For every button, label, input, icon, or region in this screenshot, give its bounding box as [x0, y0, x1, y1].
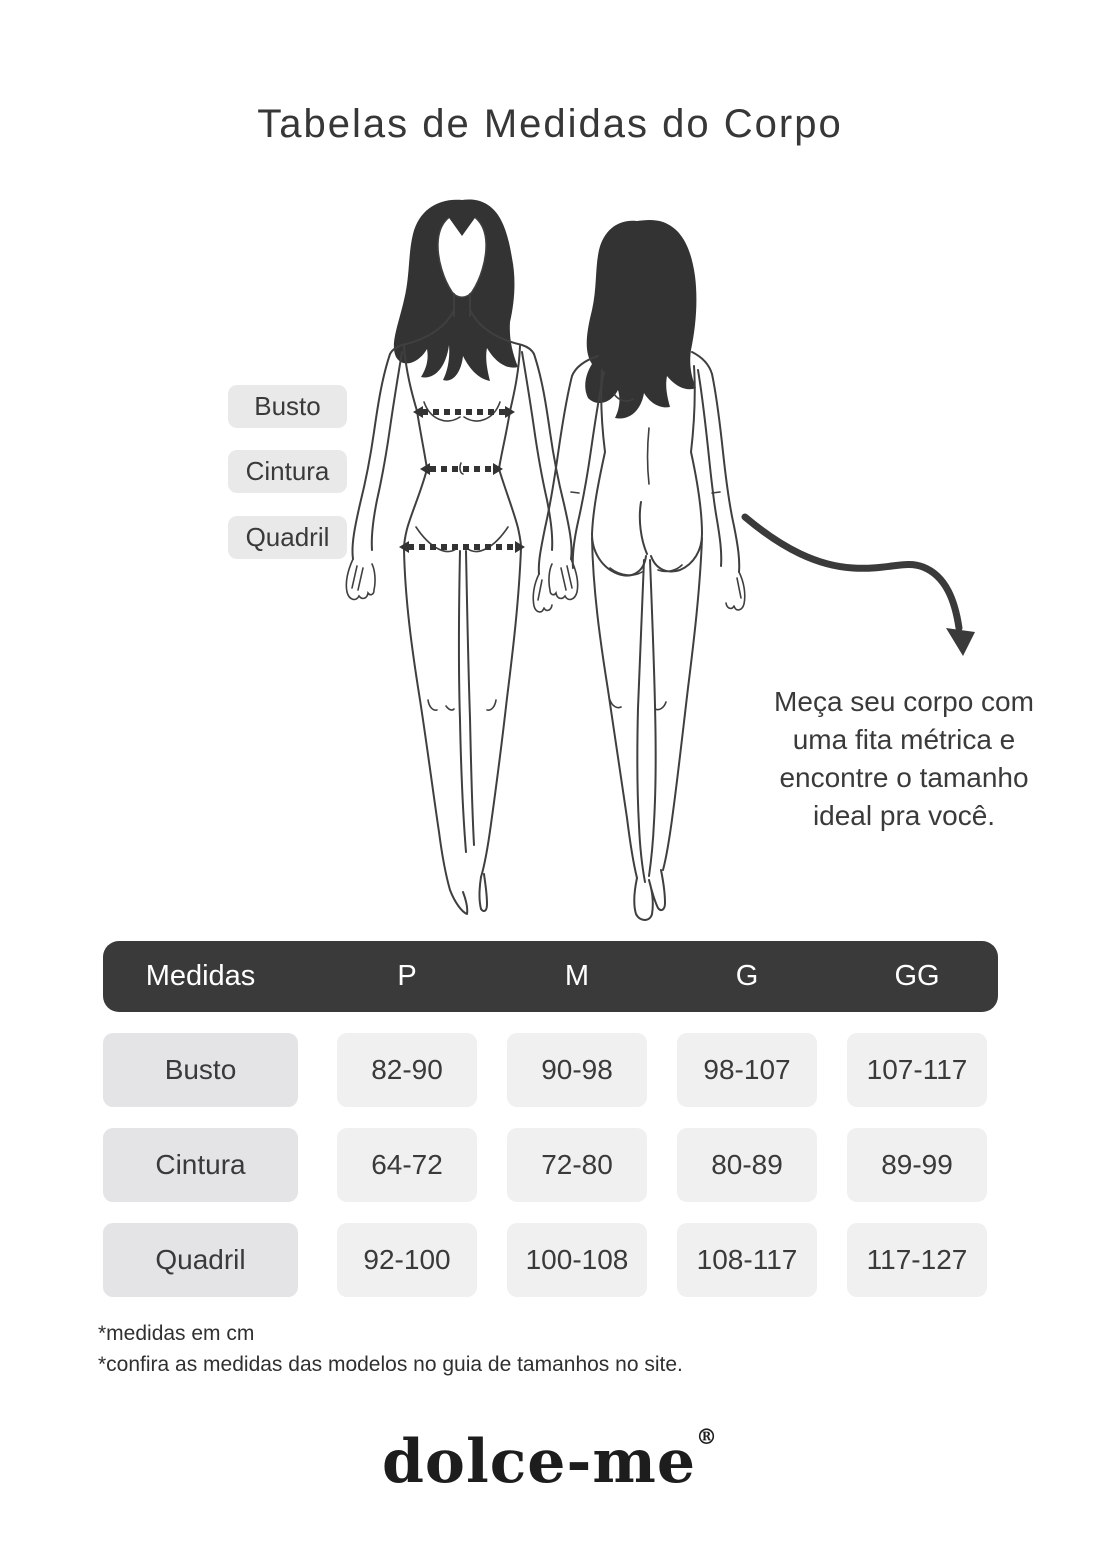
header-cell-g: G: [735, 960, 759, 992]
female-back-figure: [533, 220, 745, 920]
row-label: Quadril: [103, 1223, 298, 1297]
header-cell-gg: GG: [894, 960, 940, 992]
measurement-label-quadril: Quadril: [228, 516, 347, 559]
header-cell-medidas: Medidas: [145, 960, 256, 992]
size-cell: 64-72: [337, 1128, 477, 1202]
row-label: Busto: [103, 1033, 298, 1107]
size-table-header-row: [103, 941, 987, 1012]
tip-line: ideal pra você.: [812, 800, 996, 831]
header-cell-p: P: [397, 960, 417, 992]
footnotes: [98, 1318, 683, 1380]
size-cell: 72-80: [507, 1128, 647, 1202]
measurement-label-cintura: Cintura: [228, 450, 347, 493]
row-label: Cintura: [103, 1128, 298, 1202]
size-cell: 98-107: [677, 1033, 817, 1107]
table-row-busto: [103, 1033, 987, 1107]
measuring-tip-text: [748, 683, 1060, 835]
female-front-figure: [346, 200, 577, 914]
size-cell: 92-100: [337, 1223, 477, 1297]
tip-line: uma fita métrica e: [792, 724, 1016, 755]
size-cell: 80-89: [677, 1128, 817, 1202]
brand-logo: [0, 1424, 1100, 1497]
size-cell: 100-108: [507, 1223, 647, 1297]
registered-mark: ®: [696, 1424, 719, 1449]
size-cell: 108-117: [677, 1223, 817, 1297]
header-cell-m: M: [564, 960, 590, 992]
footnote-models: *confira as medidas das modelos no guia de tamanhos no site.: [98, 1353, 683, 1376]
hip-measure-line: [399, 541, 525, 553]
tip-line: encontre o tamanho: [779, 762, 1029, 793]
brand-name: dolce-me: [381, 1427, 697, 1497]
measurement-label-busto: Busto: [228, 385, 347, 428]
table-row-quadril: [103, 1223, 987, 1297]
size-cell: 89-99: [847, 1128, 987, 1202]
size-cell: 107-117: [847, 1033, 987, 1107]
size-cell: 90-98: [507, 1033, 647, 1107]
curved-arrow-icon: [720, 495, 1010, 675]
page-title: Tabelas de Medidas do Corpo: [257, 102, 843, 146]
size-cell: 82-90: [337, 1033, 477, 1107]
size-cell: 117-127: [847, 1223, 987, 1297]
tip-line: Meça seu corpo com: [774, 686, 1034, 717]
table-row-cintura: [103, 1128, 987, 1202]
footnote-units: *medidas em cm: [98, 1322, 255, 1345]
